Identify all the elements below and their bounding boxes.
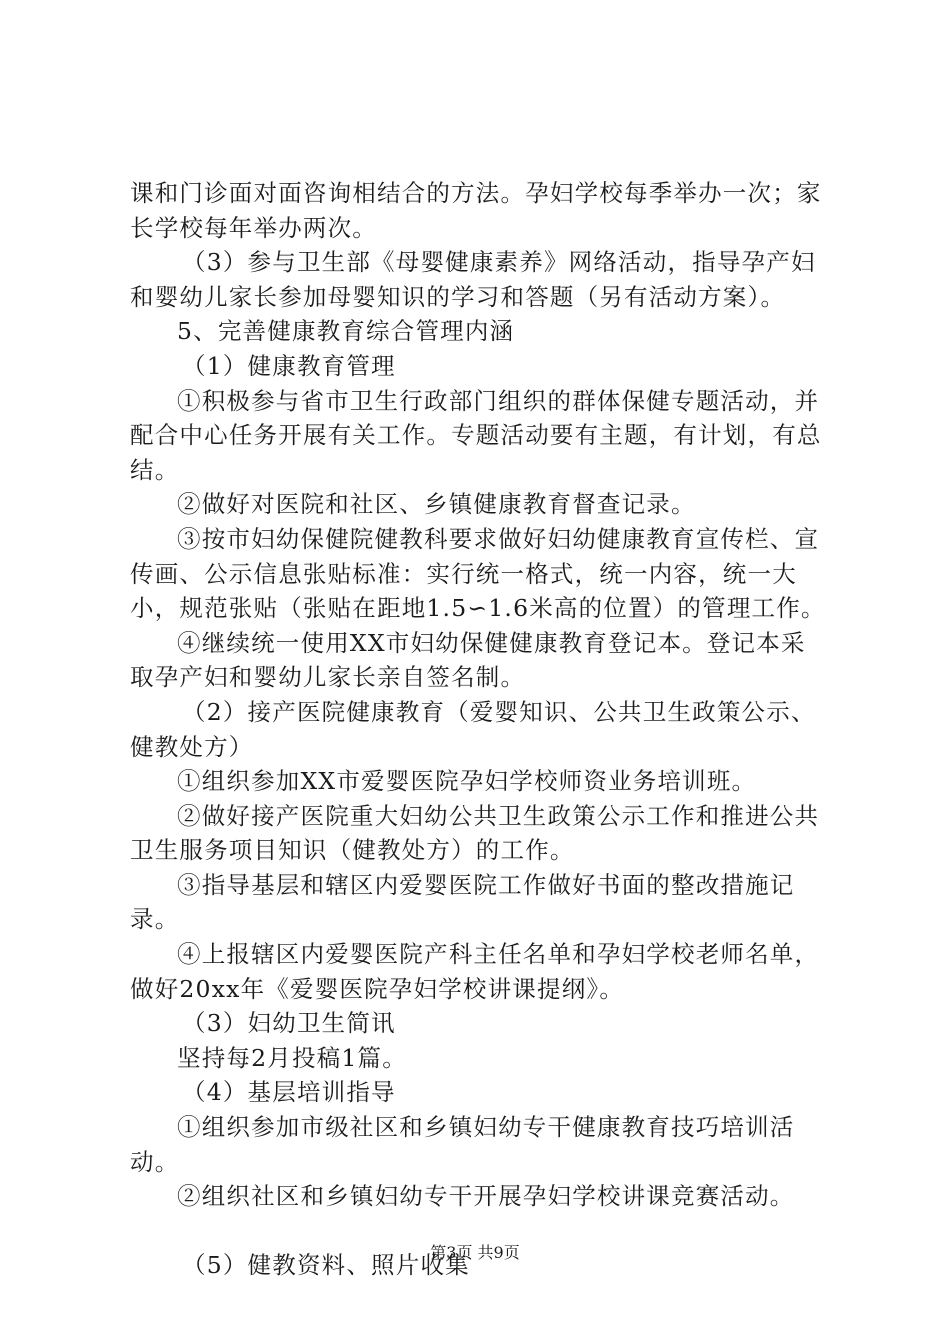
list-item: ②组织社区和乡镇妇幼专干开展孕妇学校讲课竞赛活动。 [177,1182,795,1211]
list-item: ③指导基层和辖区内爱婴医院工作做好书面的整改措施记录。 [130,870,795,934]
list-item: ④上报辖区内爱婴医院产科主任名单和孕妇学校老师名单，做好20xx年《爱婴医院孕妇学校讲课提纲》。 [130,940,820,1003]
list-item: ①组织参加市级社区和乡镇妇幼专干健康教育技巧培训活动。 [130,1113,795,1176]
document-body [130,176,830,1282]
paragraph-newsletter: 坚持每2月投稿1篇。 [177,1043,407,1072]
subheading-1: （1）健康教育管理 [182,351,396,380]
list-item: ①组织参加XX市爱婴医院孕妇学校师资业务培训班。 [177,767,757,796]
page-number-footer: 第3页 共9页 [430,1243,520,1262]
subheading-4: （4）基层培训指导 [182,1078,396,1107]
list-item: ②做好接产医院重大妇幼公共卫生政策公示工作和推进公共卫生服务项目知识（健教处方）的工作。 [130,801,820,865]
paragraph-methods: 课和门诊面对面咨询相结合的方法。孕妇学校每季举办一次；家长学校每年举办两次。 [130,179,822,242]
list-item: ③按市妇幼保健院健教科要求做好妇幼健康教育宣传栏、宣传画、公示信息张贴标准：实行统一格式，统一内容，统一大小，规范张贴（张贴在距地1.5∽1.6米高的位置）的管理工作。 [130,524,826,623]
paragraph-item-3-network: （3）参与卫生部《母婴健康素养》网络活动，指导孕产妇和婴幼儿家长参加母婴知识的学习和答题（另有活动方案）。 [130,248,816,311]
list-item: ①积极参与省市卫生行政部门组织的群体保健专题活动，并配合中心任务开展有关工作。专题活动要有主题，有计划，有总结。 [130,386,822,484]
subheading-3: （3）妇幼卫生简讯 [182,1009,396,1038]
subheading-5: （5）健教资料、照片收集 [182,1250,470,1279]
section-heading-5: 5、完善健康教育综合管理内涵 [177,317,515,346]
subheading-2: （2）接产医院健康教育（爱婴知识、公共卫生政策公示、健教处方） [130,697,816,761]
list-item: ②做好对医院和社区、乡镇健康教育督查记录。 [177,490,696,519]
list-item: ④继续统一使用XX市妇幼保健健康教育登记本。登记本采取孕产妇和婴幼儿家长亲自签名制。 [130,628,806,692]
